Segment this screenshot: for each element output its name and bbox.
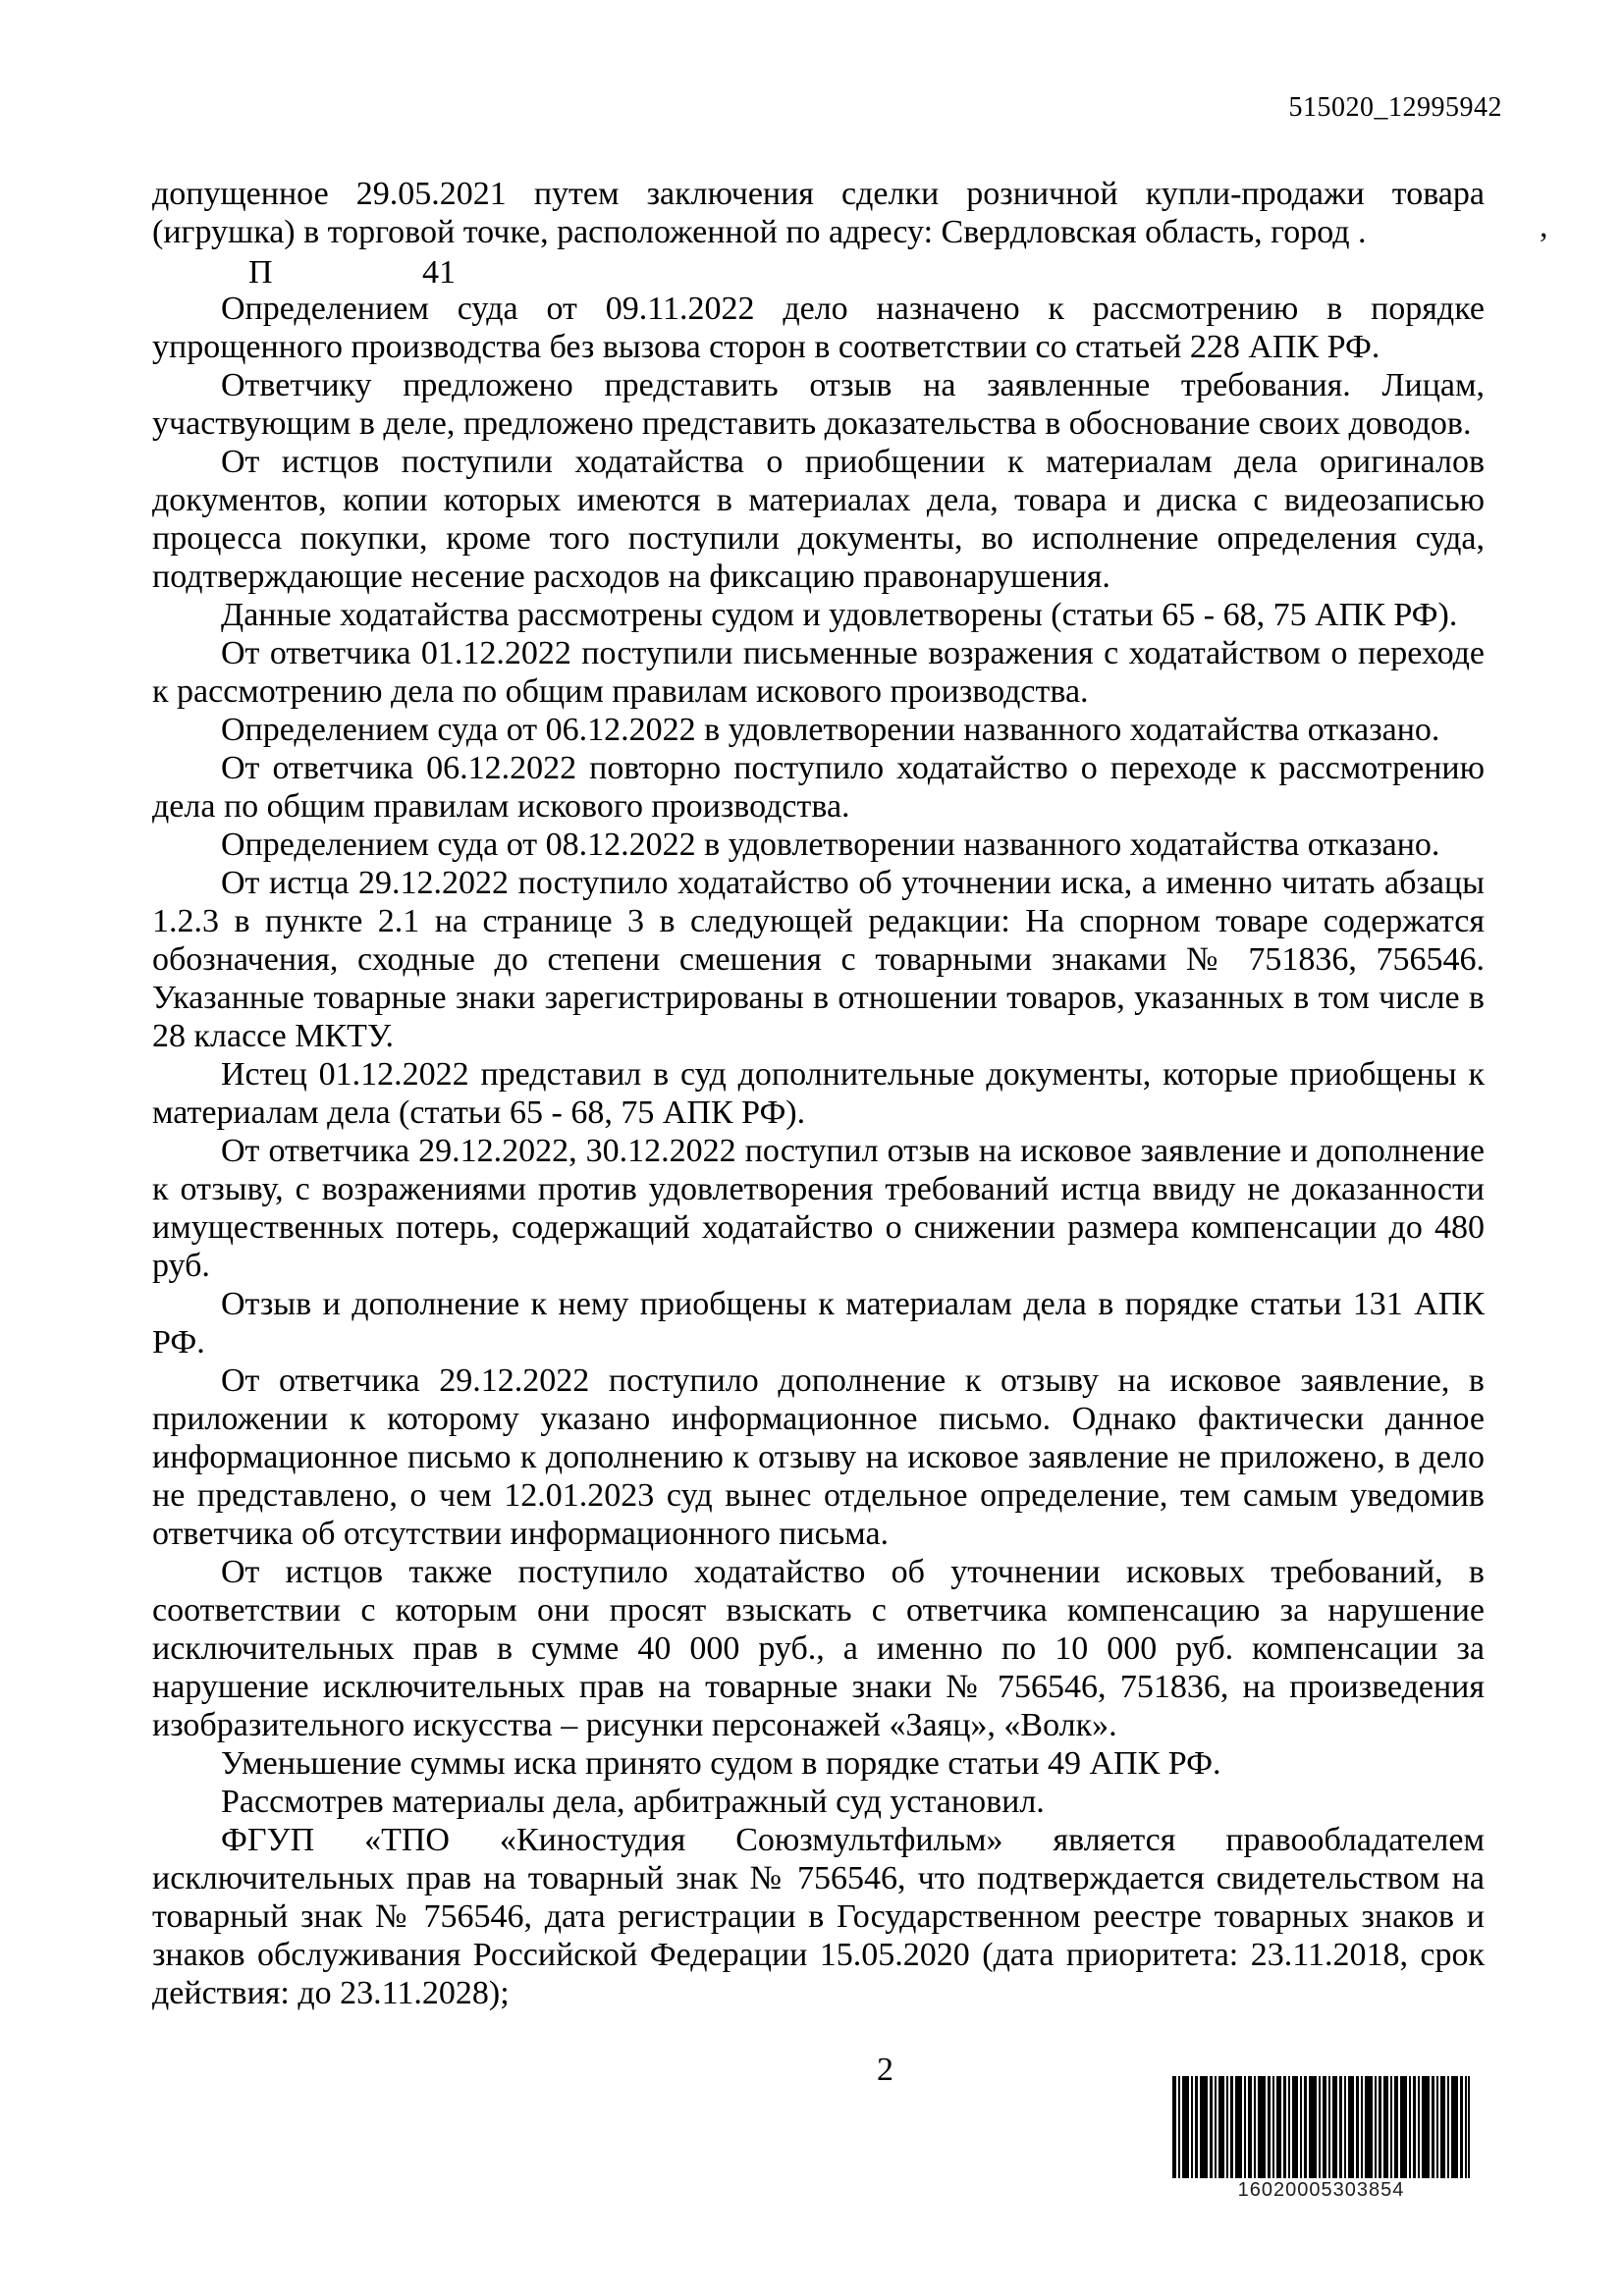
barcode-icon — [1172, 2076, 1470, 2178]
barcode-number: 16020005303854 — [1237, 2179, 1405, 2201]
document-id: 515020_12995942 — [1288, 92, 1502, 123]
paragraph: Отзыв и дополнение к нему приобщены к материалам дела в порядке статьи 131 АПК РФ. — [152, 1286, 1485, 1361]
barcode — [1172, 2076, 1470, 2202]
paragraph: От ответчика 29.12.2022 поступило дополнение к отзыву на исковое заявление, в приложении к которому указано информационное письмо. Однако фактически данное информационное письмо к дополнению к отзыву на исковое заявление не приложено, в дело не представлено, о чем 12.01.2023 суд вынес отдельное определение, тем самым уведомив ответчика об отсутствии информационного письма. — [152, 1362, 1485, 1552]
paragraph: От ответчика 06.12.2022 повторно поступило ходатайство о переходе к рассмотрению дела по общим правилам искового производства. — [152, 750, 1485, 825]
paragraph: Определением суда от 09.11.2022 дело назначено к рассмотрению в порядке упрощенного производства без вызова сторон в соответствии со статьей 228 АПК РФ. — [152, 291, 1485, 365]
paragraph: Определением суда от 08.12.2022 в удовлетворении названного ходатайства отказано. — [221, 827, 1440, 863]
document-body — [152, 175, 1485, 2012]
paragraph: От истца 29.12.2022 поступило ходатайство об уточнении иска, а именно читать абзацы 1.2.3 в пункте 2.1 на странице 3 в следующей редакции: На спорном товаре содержатся обозначения, сходные до степени смешения с товарными знаками № 751836, 756546. Указанные товарные знаки зарегистрированы в отношении товаров, указанных в том числе в 28 классе МКТУ. — [152, 865, 1485, 1054]
paragraph: От ответчика 29.12.2022, 30.12.2022 поступил отзыв на исковое заявление и дополнение к отзыву, с возражениями против удовлетворения требований истца ввиду не доказанности имущественных потерь, содержащий ходатайство о снижении размера компенсации до 480 руб. — [152, 1133, 1485, 1284]
continuation-line: допущенное 29.05.2021 путем заключения сделки розничной купли-продажи товара — [152, 176, 1485, 212]
redacted-text-fragment: 41 — [422, 254, 456, 291]
redacted-address-line — [152, 251, 1485, 290]
paragraph: Определением суда от 06.12.2022 в удовлетворении названного ходатайства отказано. — [221, 712, 1440, 748]
paragraph: Данные ходатайства рассмотрены судом и удовлетворены (статьи 65 - 68, 75 АПК РФ). — [221, 597, 1458, 633]
continuation-line: (игрушка) в торговой точке, расположенной по адресу: Свердловская область, город . — [152, 214, 1367, 250]
page-number: 2 — [877, 2052, 893, 2088]
paragraph: ФГУП «ТПО «Киностудия Союзмультфильм» является правообладателем исключительных прав на товарный знак № 756546, что подтверждается свидетельством на товарный знак № 756546, дата регистрации в Государственном реестре товарных знаков и знаков обслуживания Российской Федерации 15.05.2020 (дата приоритета: 23.11.2018, срок действия: до 23.11.2028); — [152, 1822, 1485, 2011]
paragraph: От истцов также поступило ходатайство об уточнении исковых требований, в соответствии с которым они просят взыскать с ответчика компенсацию за нарушение исключительных прав в сумме 40 000 руб., а именно по 10 000 руб. компенсации за нарушение исключительных прав на товарные знаки № 756546, 751836, на произведения изобразительного искусства – рисунки персонажей «Заяц», «Волк». — [152, 1554, 1485, 1743]
redacted-text-fragment: , — [1540, 208, 1548, 244]
paragraph: От ответчика 01.12.2022 поступили письменные возражения с ходатайством о переходе к рассмотрению дела по общим правилам искового производства. — [152, 635, 1485, 710]
paragraph: Уменьшение суммы иска принято судом в порядке статьи 49 АПК РФ. — [221, 1745, 1221, 1782]
paragraph: Рассмотрев материалы дела, арбитражный суд установил. — [221, 1784, 1045, 1820]
paragraph: Ответчику предложено представить отзыв на заявленные требования. Лицам, участвующим в деле, предложено представить доказательства в обоснование своих доводов. — [152, 367, 1485, 442]
paragraph: От истцов поступили ходатайства о приобщении к материалам дела оригиналов документов, копии которых имеются в материалах дела, товара и диска с видеозаписью процесса покупки, кроме того поступили документы, во исполнение определения суда, подтверждающие несение расходов на фиксацию правонарушения. — [152, 444, 1485, 595]
paragraph: Истец 01.12.2022 представил в суд дополнительные документы, которые приобщены к материалам дела (статьи 65 - 68, 75 АПК РФ). — [152, 1056, 1485, 1131]
redacted-text-fragment: П — [248, 254, 273, 291]
